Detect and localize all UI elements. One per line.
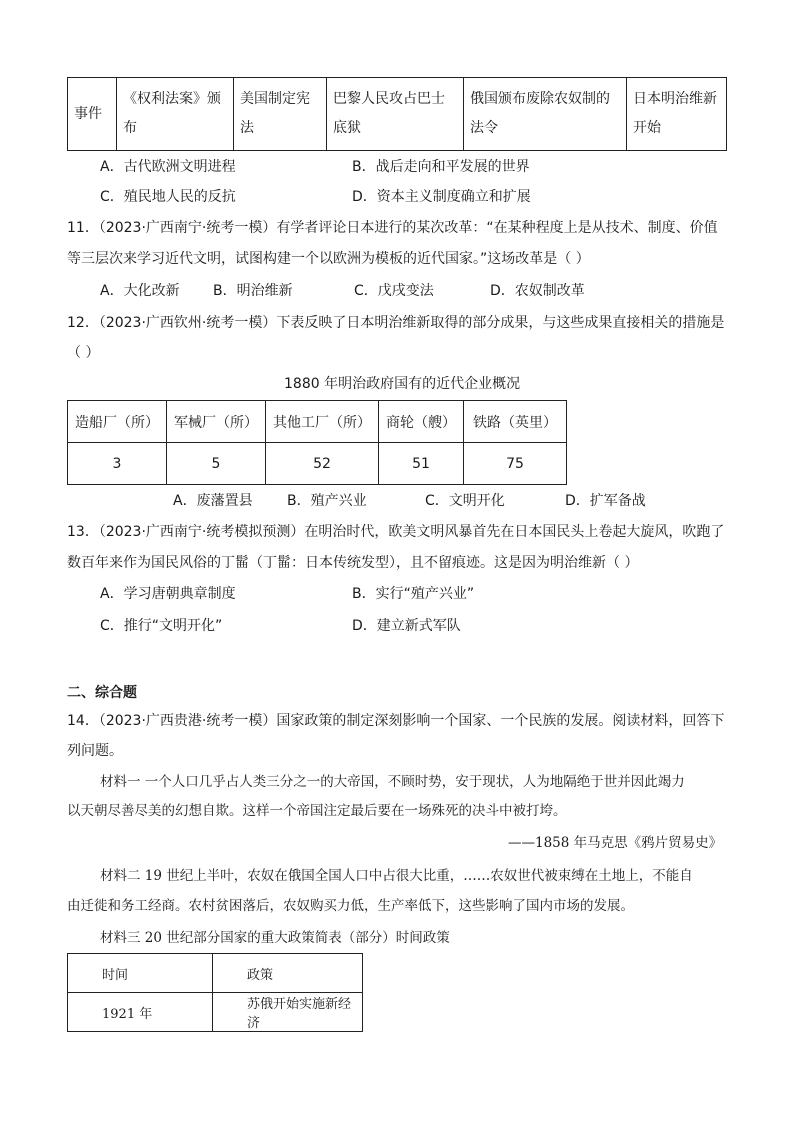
table-cell: 51 xyxy=(379,443,464,485)
table-header-cell: 军械厂（所） xyxy=(167,401,266,443)
q13-option-a: A．学习唐朝典章制度 xyxy=(100,586,236,602)
table-cell: 5 xyxy=(167,443,266,485)
q12-stem-line1: 12．（2023·广西钦州·统考一模）下表反映了日本明治维新取得的部分成果，与这些成果直接相关的措施是 xyxy=(67,315,725,331)
table-header-cell: 政策 xyxy=(213,954,363,993)
table-cell: 事件 xyxy=(68,78,117,151)
table-cell: 美国制定宪法 xyxy=(234,78,327,151)
table-row xyxy=(68,78,727,151)
table-header-cell: 造船厂（所） xyxy=(68,401,167,443)
q13-stem-line1: 13．（2023·广西南宁·统考模拟预测）在明治时代，欧美文明风暴首先在日本国民头上卷起大旋风，吹跑了 xyxy=(67,524,725,540)
q12-option-b: B．殖产兴业 xyxy=(287,493,367,509)
table-header-cell: 铁路（英里） xyxy=(464,401,567,443)
q10-option-c: C．殖民地人民的反抗 xyxy=(100,189,236,205)
table-row xyxy=(68,993,363,1032)
q12-option-c: C．文明开化 xyxy=(425,493,505,509)
table-cell: 俄国颁布废除农奴制的法令 xyxy=(464,78,627,151)
table-cell: 1921 年 xyxy=(68,993,213,1032)
q10-option-a: A．古代欧洲文明进程 xyxy=(100,159,236,175)
q11-stem-line1: 11．（2023·广西南宁·统考一模）有学者评论日本进行的某次改革：“在某种程度上是从技术、制度、价值 xyxy=(67,220,718,236)
material1-line1: 材料一 一个人口几乎占人类三分之一的大帝国，不顾时势，安于现状，人为地隔绝于世并因此竭力 xyxy=(100,774,685,790)
q13-stem-line2: 数百年来作为国民风俗的丁髷（丁髷：日本传统发型），且不留痕迹。这是因为明治维新（ ） xyxy=(67,555,639,571)
q13-option-b: B．实行“殖产兴业” xyxy=(352,586,475,602)
q11-option-d: D．农奴制改革 xyxy=(490,283,585,299)
q12-option-a: A．废藩置县 xyxy=(173,493,253,509)
table-cell: 52 xyxy=(266,443,379,485)
q14-policy-table xyxy=(67,953,363,1032)
q10-option-b: B．战后走向和平发展的世界 xyxy=(352,159,530,175)
material2-line2: 由迁徙和务工经商。农村贫困落后，农奴购买力低，生产率低下，这些影响了国内市场的发展。 xyxy=(67,898,634,914)
q11-option-b: B．明治维新 xyxy=(213,283,293,299)
q12-stem-line2: （ ） xyxy=(67,345,100,361)
q11-option-c: C．戊戌变法 xyxy=(354,283,434,299)
material2-line1: 材料二 19 世纪上半叶，农奴在俄国全国人口中占很大比重，……农奴世代被束缚在土地上，不能自 xyxy=(100,868,693,884)
table-row xyxy=(68,443,567,485)
q12-option-d: D．扩军备战 xyxy=(565,493,646,509)
q10-option-d: D．资本主义制度确立和扩展 xyxy=(352,189,531,205)
table-cell: 巴黎人民攻占巴士底狱 xyxy=(327,78,464,151)
table-cell: 75 xyxy=(464,443,567,485)
section-title: 二、综合题 xyxy=(67,685,137,701)
table-header-row xyxy=(68,954,363,993)
table-cell: 苏俄开始实施新经济 xyxy=(213,993,363,1032)
q13-option-c: C．推行“文明开化” xyxy=(100,618,223,634)
q11-stem-line2: 等三层次来学习近代文明，试图构建一个以欧洲为模板的近代国家。”这场改革是（ ） xyxy=(67,251,590,267)
q12-table-title: 1880 年明治政府国有的近代企业概况 xyxy=(284,376,521,392)
material1-line2: 以天朝尽善尽美的幻想自欺。这样一个帝国注定最后要在一场殊死的决斗中被打垮。 xyxy=(67,803,567,819)
table-header-row xyxy=(68,401,567,443)
material3-title: 材料三 20 世纪部分国家的重大政策简表（部分）时间政策 xyxy=(100,930,450,946)
q10-events-table xyxy=(67,77,727,151)
table-header-cell: 商轮（艘） xyxy=(379,401,464,443)
material1-source: ——1858 年马克思《鸦片贸易史》 xyxy=(508,835,723,851)
q14-stem-line1: 14．（2023·广西贵港·统考一模）国家政策的制定深刻影响一个国家、一个民族的发展。阅读材料，回答下 xyxy=(67,713,725,729)
table-cell: 3 xyxy=(68,443,167,485)
q13-option-d: D．建立新式军队 xyxy=(352,618,461,634)
q14-stem-line2: 列问题。 xyxy=(67,743,123,759)
q12-enterprise-table xyxy=(67,400,567,485)
table-header-cell: 其他工厂（所） xyxy=(266,401,379,443)
table-cell: 日本明治维新开始 xyxy=(627,78,727,151)
table-cell: 《权利法案》颁布 xyxy=(117,78,234,151)
q11-option-a: A．大化改新 xyxy=(100,283,180,299)
table-header-cell: 时间 xyxy=(68,954,213,993)
